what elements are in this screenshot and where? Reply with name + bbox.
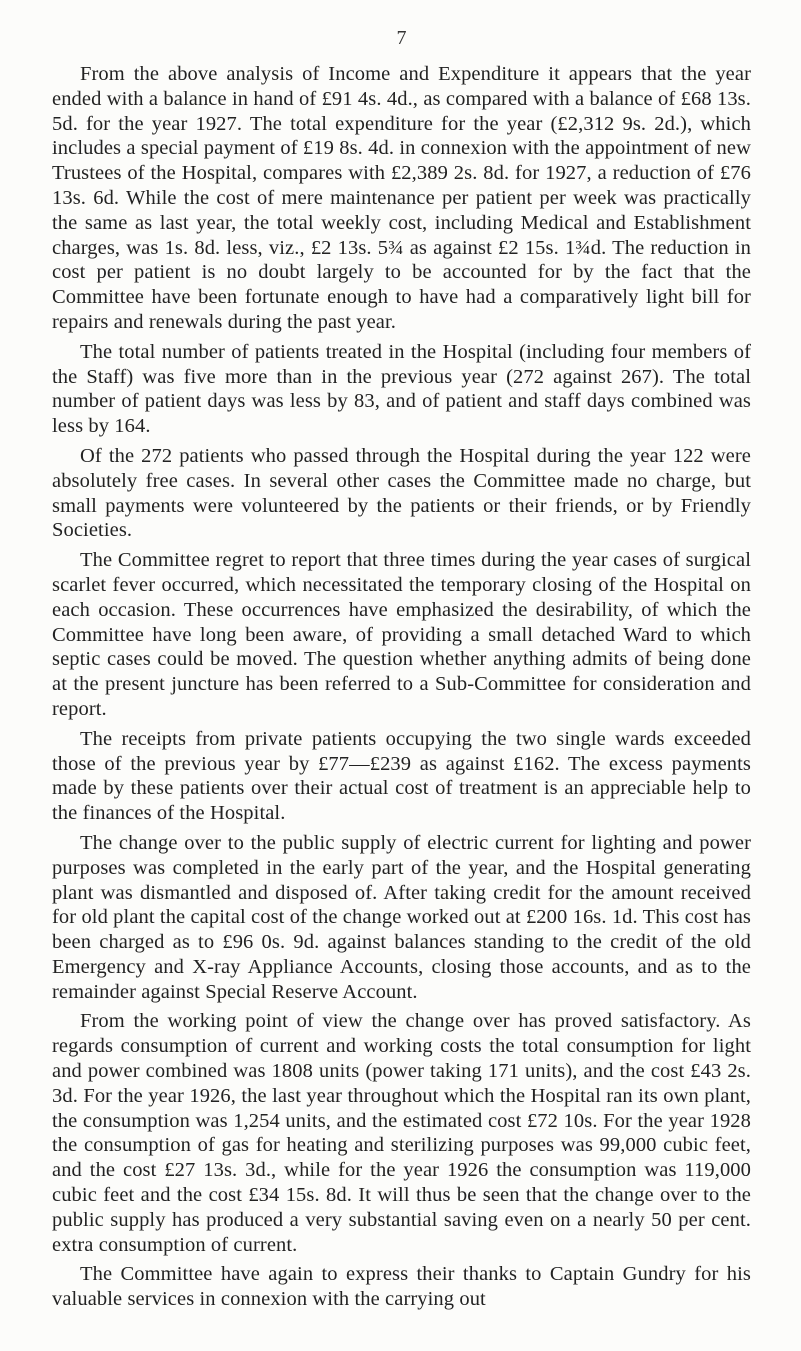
paragraph-scarlet-fever: The Committee regret to report that three times during the year cases of surgical scarlet fever occurred, which necessitated the temporary closing of the Hospital on each occasion. These occurrences have emphasized the desirability, of which the Committee have long been aware, of providing a small detached Ward to which septic cases could be moved. The question whether anything admits of being done at the present juncture has been referred to a Sub-Committee for consideration and report. bbox=[52, 549, 751, 720]
paragraph-thanks: The Committee have again to express their thanks to Captain Gundry for his valuable services in connexion with the carrying out bbox=[52, 1263, 751, 1311]
paragraph-income-expenditure: From the above analysis of Income and Expenditure it appears that the year ended with a balance in hand of £91 4s. 4d., as compared with a balance of £68 13s. 5d. for the year 1927. The total expenditure for the year (£2,312 9s. 2d.), which includes a special payment of £19 8s. 4d. in connexion with the appointment of new Trustees of the Hospital, compares with £2,389 2s. 8d. for 1927, a reduction of £76 13s. 6d. While the cost of mere maintenance per patient per week was practically the same as last year, the total weekly cost, including Medical and Establishment charges, was 1s. 8d. less, viz., £2 13s. 5¾ as against £2 15s. 1¾d. The reduction in cost per patient is no doubt largely to be accounted for by the fact that the Committee have been fortunate enough to have had a comparatively light bill for repairs and renewals during the past year. bbox=[52, 63, 751, 333]
paragraph-private-patients: The receipts from private patients occupying the two single wards exceeded those of the previous year by £77—£239 as against £162. The excess payments made by these patients over their actual cost of treatment is an appreciable help to the finances of the Hospital. bbox=[52, 727, 751, 825]
paragraph-patients-treated: The total number of patients treated in the Hospital (including four members of the Staff) was five more than in the previous year (272 against 267). The total number of patient days was less by 83, and of patient and staff days combined was less by 164. bbox=[52, 340, 751, 438]
page-number: 7 bbox=[396, 27, 407, 49]
paragraph-free-cases: Of the 272 patients who passed through the Hospital during the year 122 were absolutely free cases. In several other cases the Committee made no charge, but small payments were volunteered by the patients or their friends, or by Friendly Societies. bbox=[52, 444, 751, 542]
paragraph-electric-supply: The change over to the public supply of electric current for lighting and power purposes was completed in the early part of the year, and the Hospital generating plant was dismantled and disposed of. After taking credit for the amount received for old plant the capital cost of the change worked out at £200 16s. 1d. This cost has been charged as to £96 0s. 9d. against balances standing to the credit of the old Emergency and X-ray Appliance Accounts, closing those accounts, and as to the remainder against Special Reserve Account. bbox=[52, 831, 751, 1003]
paragraph-working-costs: From the working point of view the change over has proved satisfactory. As regards consumption of current and working costs the total consumption for light and power combined was 1808 units (power taking 171 units), and the cost £43 2s. 3d. For the year 1926, the last year throughout which the Hospital ran its own plant, the consumption was 1,254 units, and the estimated cost £72 10s. For the year 1928 the consumption of gas for heating and sterilizing purposes was 99,000 cubic feet, and the cost £27 13s. 3d., while for the year 1926 the consumption was 119,000 cubic feet and the cost £34 15s. 8d. It will thus be seen that the change over to the public supply has produced a very substantial saving even on a nearly 50 per cent. extra consumption of current. bbox=[52, 1010, 751, 1256]
